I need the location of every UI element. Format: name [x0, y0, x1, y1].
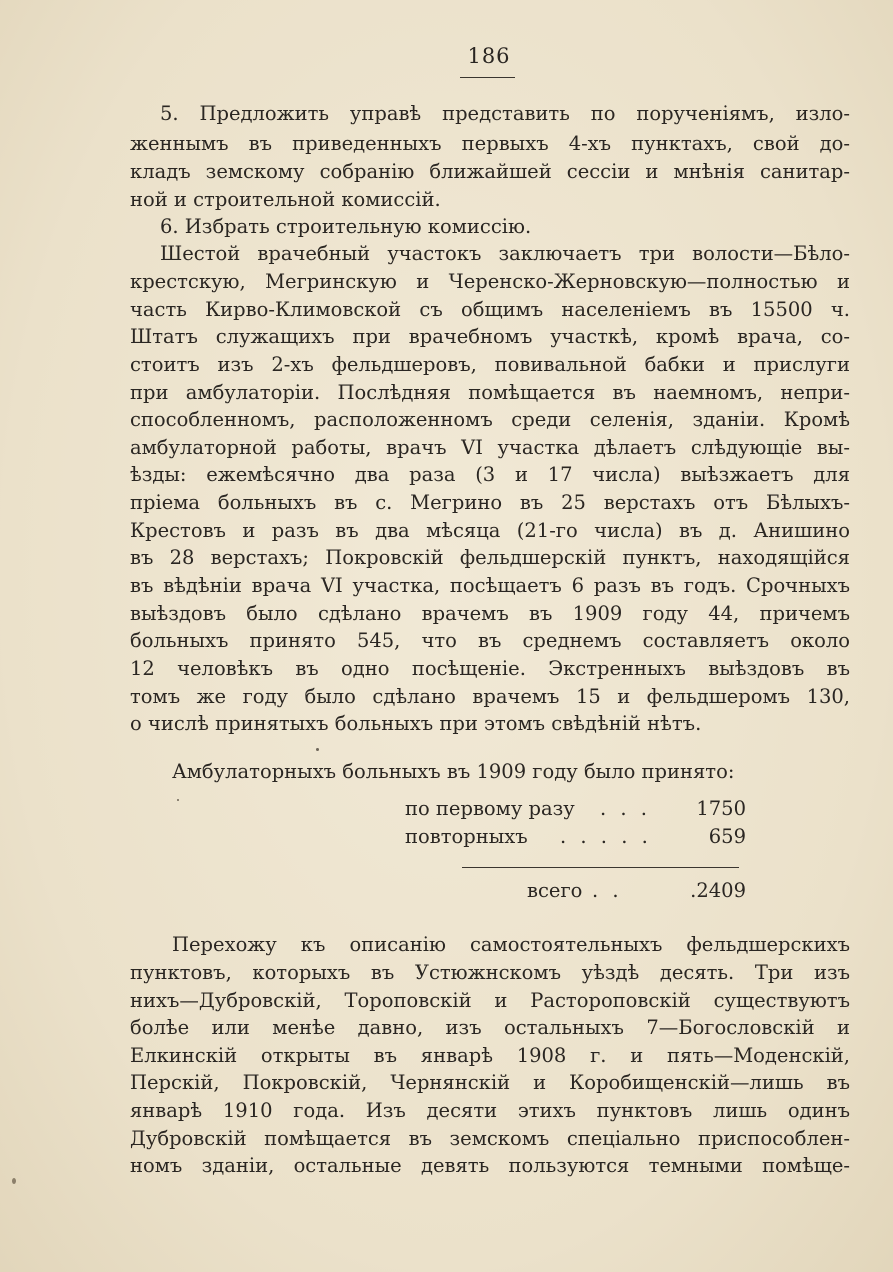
total-label: всего [527, 879, 583, 902]
text-line: женнымъ въ приведенныхъ первыхъ 4-хъ пунктахъ, свой до- [130, 132, 850, 155]
text-line: способленномъ, расположенномъ среди селенія, зданіи. Кромѣ [130, 408, 850, 431]
text-line: выѣздовъ было сдѣлано врачемъ въ 1909 году 44, причемъ [130, 602, 850, 625]
page-number: 186 [467, 44, 511, 68]
text-line: январѣ 1910 года. Изъ десяти этихъ пунктовъ лишь одинъ [130, 1099, 850, 1122]
text-line: при амбулаторіи. Послѣдняя помѣщается въ наемномъ, непри- [130, 381, 850, 404]
text-line: больныхъ принято 545, что въ среднемъ составляетъ около [130, 629, 850, 652]
text-line: о числѣ принятыхъ больныхъ при этомъ свѣдѣній нѣтъ. [130, 712, 702, 735]
row-label: повторныхъ [405, 825, 528, 848]
text-line: томъ же году было сдѣлано врачемъ 15 и фельдшеромъ 130, [130, 685, 850, 708]
text-line: въ вѣдѣніи врача VI участка, посѣщаетъ 6 разъ въ годъ. Срочныхъ [130, 574, 850, 597]
text-line: Елкинскій открыты въ январѣ 1908 г. и пять—Моденскій, [130, 1044, 850, 1067]
text-line: Перехожу къ описанію самостоятельныхъ фельдшерскихъ [172, 933, 850, 956]
text-line: пунктовъ, которыхъ въ Устюжнскомъ уѣздѣ десять. Три изъ [130, 961, 850, 984]
text-line: въ 28 верстахъ; Покровскій фельдшерскій пунктъ, находящійся [130, 546, 850, 569]
text-line: кладъ земскому собранію ближайшей сессіи и мнѣнія санитар- [130, 160, 850, 183]
text-line: 6. Избрать строительную комиссію. [160, 215, 532, 238]
text-line: пріема больныхъ въ с. Мегрино въ 25 верстахъ отъ Бѣлыхъ- [130, 491, 850, 514]
text-line: болѣе или менѣе давно, изъ остальныхъ 7—Богословскій и [130, 1016, 850, 1039]
text-line: 5. Предложить управѣ представить по порученіямъ, изло- [160, 102, 850, 125]
row-value: 659 [708, 825, 746, 848]
total-value: .2409 [690, 879, 746, 902]
text-line: 12 человѣкъ въ одно посѣщеніе. Экстренныхъ выѣздовъ въ [130, 657, 850, 680]
text-line: Шестой врачебный участокъ заключаетъ три волости—Бѣло- [160, 242, 850, 265]
text-line: стоитъ изъ 2-хъ фельдшеровъ, повивальной бабки и прислуги [130, 353, 850, 376]
paper-speck [177, 799, 179, 801]
page-number-rule [460, 77, 515, 78]
total-leader-dots: . . [592, 879, 623, 902]
row-leader-dots: . . . [600, 797, 651, 820]
sum-rule [462, 867, 739, 868]
text-line: ѣзды: ежемѣсячно два раза (3 и 17 числа) выѣзжаетъ для [130, 463, 850, 486]
paper-speck [316, 748, 319, 751]
table-caption: Амбулаторныхъ больныхъ въ 1909 году было принято: [172, 760, 735, 783]
text-line: часть Кирво-Климовской съ общимъ населеніемъ въ 15500 ч. [130, 298, 850, 321]
text-line: номъ зданіи, остальные девять пользуются темными помѣще- [130, 1154, 850, 1177]
text-line: Крестовъ и разъ въ два мѣсяца (21-го числа) въ д. Анишино [130, 519, 850, 542]
text-line: амбулаторной работы, врачъ VI участка дѣлаетъ слѣдующіе вы- [130, 436, 850, 459]
row-value: 1750 [696, 797, 746, 820]
text-line: крестскую, Мегринскую и Черенско-Жерновскую—полностью и [130, 270, 850, 293]
row-leader-dots: . . . . . [560, 825, 652, 848]
text-line: Штатъ служащихъ при врачебномъ участкѣ, кромѣ врача, со- [130, 325, 850, 348]
text-line: ной и строительной комиссій. [130, 188, 441, 211]
text-line: нихъ—Дубровскій, Тороповскій и Растороповскій существуютъ [130, 989, 850, 1012]
paper-speck [12, 1178, 16, 1184]
text-line: Дубровскій помѣщается въ земскомъ спеціально приспособлен- [130, 1127, 850, 1150]
text-line: Перскій, Покровскій, Чернянскій и Коробищенскій—лишь въ [130, 1071, 850, 1094]
row-label: по первому разу [405, 797, 575, 820]
